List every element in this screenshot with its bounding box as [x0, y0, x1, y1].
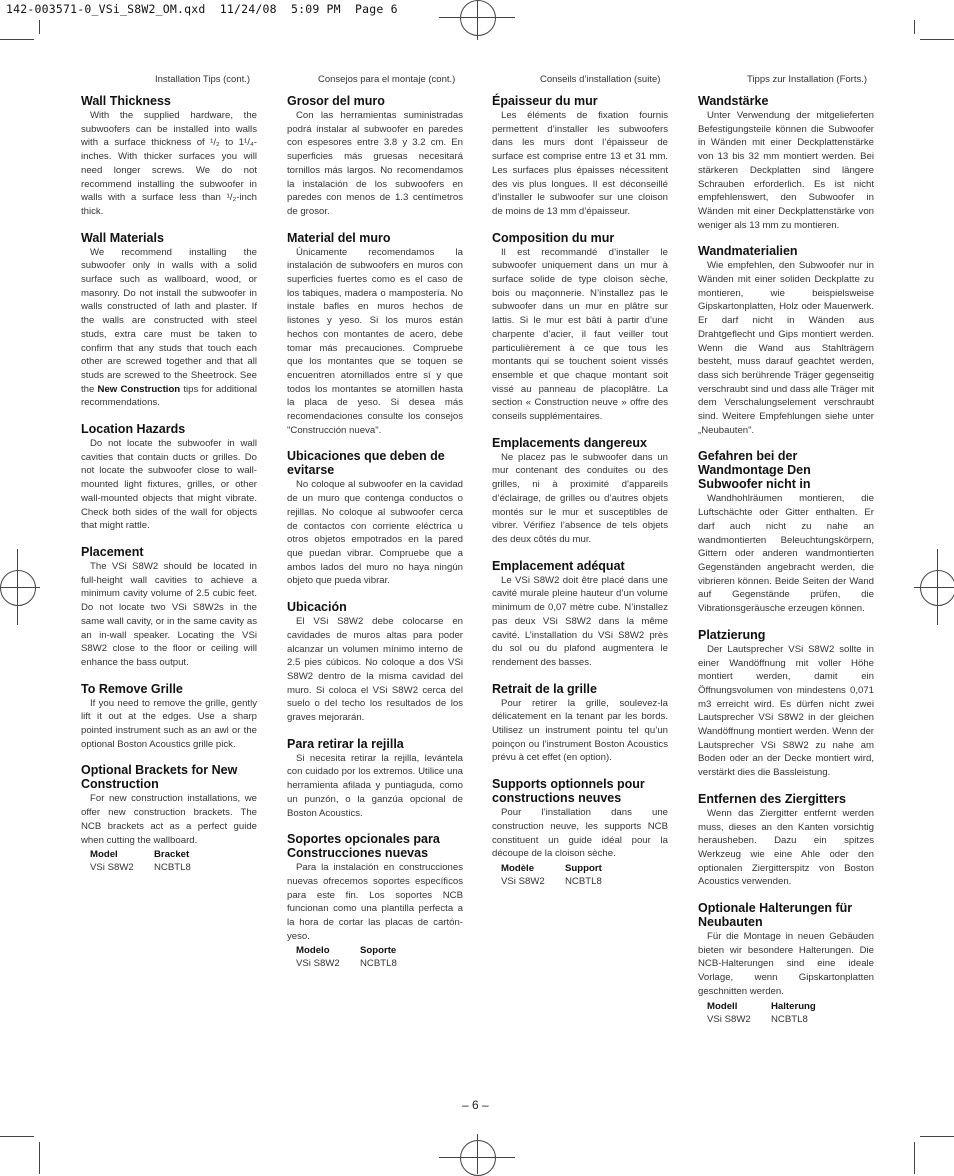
section-title: Emplacements dangereux [492, 435, 647, 450]
section-text: Con las herramientas suministradas podrá instalar al subwoofer en paredes con espesores entre 3.8 y 3.2 cm. En superficies más gruesas necesitará tornillos más largos. No recomendamos la instalación de los subwoofers en paredes con menos de 1.3 centímetros de grosor. [287, 110, 463, 217]
table-cell-model: VSi S8W2 [501, 875, 545, 887]
crop-mark-bottom-right [920, 1136, 954, 1137]
section-title: Wandstärke [698, 94, 769, 108]
section-ubicacion [287, 600, 463, 725]
section-title: Ubicaciones que deben de evitarse [287, 449, 445, 478]
section-soportes-opcionales [287, 832, 463, 970]
crop-mark-top-left [0, 39, 34, 40]
section-title: Location Hazards [81, 422, 186, 437]
section-title: Épaisseur du mur [492, 94, 598, 108]
section-optionale-halterungen [698, 901, 874, 1026]
section-title: Ubicación [287, 600, 347, 615]
section-entfernen-ziergitter [698, 792, 874, 889]
section-text: El VSi S8W2 debe colocarse en cavidades de muros altas para poder alcanzar un volumen mínimo interno de 2.5 pies cúbicos. No coloque a dos VSi S8W2 dentro de la misma cavidad del muro. Si coloca el VSi S8W2 cerca del suelo o del techo los resultados de los graves mejorarán. [287, 616, 463, 724]
section-text: Wie empfehlen, den Subwoofer nur in Wänden mit einer soliden Deckplatte zu montieren, wie beispielsweise Gipskartonplatten, Holz oder Mauerwerk. Er darf nicht in Wänden aus Drahtgeflecht und Gips montiert werden. Wenn die Wand aus Stahlträgern besteht, muss darauf geachtet werden, dass sich berührende Träger gegenseitig verschraubt sind und dass alle Träger mit dem Verschalungselement verschraubt sind. Weitere Empfehlungen siehe unter „Neubauten". [698, 260, 874, 436]
table-cell-bracket: NCBTL8 [565, 875, 602, 887]
table-header-model: Modelo [296, 945, 330, 957]
section-title: Optional Brackets for New Construction [81, 763, 238, 792]
table-cell-bracket: NCBTL8 [154, 862, 191, 874]
section-title: Composition du mur [492, 230, 615, 245]
section-text: Do not locate the subwoofer in wall cavities that contain ducts or grilles. Do not locate the subwoofer close to wall-mounted light fixtures, grilles, or other wall-mounted objects that might vibrate. Check both sides of the wall for objects that might rattle. [81, 438, 257, 532]
running-head-es: Consejos para el montaje (cont.) [318, 74, 456, 85]
section-grosor-muro [287, 94, 463, 219]
column-spanish [287, 94, 463, 982]
section-title: Para retirar la rejilla [287, 736, 404, 751]
section-text: Únicamente recomendamos la instalación de subwoofers en muros con superficies fuertes como es el caso de los tabiques, madera o mampostería. No instale bafles en muros hechos de listones y yeso. Si los muros están hechos con montantes de acero, debe tomar más precauciones. Compruebe que los montantes que se toquen se encuentren atornillados entre sí y que todos los montantes se atornillen hasta la placa de yeso. Si desea más recomendaciones consulte los consejos "Construcción nueva". [287, 246, 463, 436]
section-placement [81, 545, 257, 670]
table-cell-bracket: NCBTL8 [360, 958, 397, 970]
section-retirar-rejilla [287, 737, 463, 821]
table-cell-bracket: NCBTL8 [771, 1013, 808, 1025]
section-text: Wenn das Ziergitter entfernt werden muss, dieses an den Kanten vorsichtig herausheben. Dazu ein spitzes Werkzeug wie eine Ahle oder den optionalen Ziergitterspitz von Boston Acoustics verwenden. [698, 807, 874, 888]
table-header-bracket: Bracket [154, 849, 190, 861]
table-header-bracket: Soporte [360, 945, 397, 957]
crop-mark-bottom-left-v [39, 1142, 40, 1174]
section-title: Grosor del muro [287, 94, 385, 108]
page-number: – 6 – [462, 1098, 489, 1112]
section-text: We recommend installing the subwoofer only in walls with a solid surface such as wallboard, wood, or masonry. Do not install the subwoofer in walls constructed of lath and plaster. If the walls are constructed with steel studs, extra care must be taken to confirm that any studs that touch each other are screwed together and that all studs are screwed to the Sheetrock. See the New Construction tips for additional recommendations. [81, 246, 257, 409]
crop-mark-top-left-v [39, 20, 40, 34]
section-title: Material del muro [287, 230, 391, 245]
section-title: Retrait de la grille [492, 681, 597, 696]
table-cell-model: VSi S8W2 [707, 1013, 751, 1025]
section-material-muro [287, 231, 463, 438]
running-head-de: Tipps zur Installation (Forts.) [747, 74, 868, 85]
table-cell-model: VSi S8W2 [90, 862, 134, 874]
section-title: Emplacement adéquat [492, 558, 625, 573]
section-text: If you need to remove the grille, gently lift it out at the edges. Use a sharp pointed instrument such as an awl or the optional Boston Acoustics grille pick. [81, 697, 257, 750]
table-cell-model: VSi S8W2 [296, 958, 340, 970]
crop-mark-bottom-left [0, 1136, 34, 1137]
section-text: Si necesita retirar la rejilla, levántela con cuidado por los extremos. Utilice una herramienta afilada y puntiaguda, como un punzón, o la ganzúa opcional de Boston Acoustics. [287, 752, 463, 819]
section-title: Wandmaterialien [698, 244, 798, 259]
section-wandmaterialien [698, 244, 874, 437]
section-remove-grille [81, 682, 257, 752]
section-gefahren-wandmontage [698, 449, 874, 615]
file-slug: 142-003571-0_VSi_S8W2_OM.qxd 11/24/08 5:09 PM Page 6 [6, 2, 398, 16]
section-title: Entfernen des Ziergitters [698, 791, 846, 806]
section-text: Le VSi S8W2 doit être placé dans une cavité murale pleine hauteur d’un volume minimum de 0,07 mètre cube. N’installez pas deux VSi S8W2 dans la même cavité. L’installation du VSi S8W2 près du sol ou du plafond augmentera le rendement des basses. [492, 574, 668, 668]
section-location-hazards [81, 422, 257, 533]
column-english [81, 94, 257, 886]
section-text: Unter Verwendung der mitgelieferten Befestigungsteile können die Subwoofer in Wänden mit einer Deckplattenstärke von 13 bis 32 mm montiert werden. Bei stärkeren Deckplatten sind längere Schrauben erforderlich. Es ist nicht empfehlenswert, den Subwoofer in Wänden mit einer Deckplattenstärke von weniger als 13 mm zu montieren. [698, 110, 874, 231]
bracket-table [492, 862, 668, 888]
section-emplacement-adequat [492, 559, 668, 670]
table-header-model: Modèle [501, 862, 535, 874]
new-construction-reference: New Construction [97, 383, 181, 395]
section-title: Gefahren bei der Wandmontage Den Subwoofer nicht in [698, 449, 811, 492]
table-header-model: Modell [707, 1000, 738, 1012]
section-emplacements-dangereux [492, 436, 668, 547]
section-title: Soportes opcionales para Construcciones nuevas [287, 832, 440, 861]
section-text: Les éléments de fixation fournis permettent d’installer les subwoofers dans les murs dont l’épaisseur de surface est comprise entre 13 et 31 mm. Les surfaces plus épaisses nécessitent des vis plus longues. Il est déconseillé d’installer le subwoofer sur une cloison de moins de 13 mm d’épaisseur. [492, 110, 668, 217]
crop-mark-top-right [920, 39, 954, 40]
section-title: Wall Thickness [81, 94, 171, 108]
section-text: Für die Montage in neuen Gebäuden bieten wir besondere Halterungen. Die NCB-Halterungen sind eine ideale Vorlage, wenn Gipskartonplatten geschnitten werden. [698, 931, 874, 997]
section-wall-thickness [81, 94, 257, 219]
table-header-bracket: Halterung [771, 1000, 816, 1012]
section-title: Wall Materials [81, 230, 164, 245]
section-wall-materials [81, 231, 257, 410]
section-text: Para la instalación en construcciones nuevas ofrecemos soportes específicos para este fin. Los soportes NCB funcionan como una plantilla perfecta a la hora de cortar las placas de cartón-yeso. [287, 862, 463, 942]
section-ubicaciones-evitarse [287, 449, 463, 588]
section-text: Pour l’installation dans une construction neuve, les supports NCB constituent un guide idéal pour la découpe de la cloison sèche. [492, 807, 668, 860]
section-epaisseur-mur [492, 94, 668, 219]
section-text: Der Lautsprecher VSi S8W2 sollte in einer Wandöffnung mit voller Höhe montiert werden, damit ein Öffnungsvolumen von mindestens 0,071 m3 erreicht wird. Es dürfen nicht zwei Lautsprecher VSi S8W2 in der gleichen Wandöffnung montiert werden. Wenn der Lautsprecher VSi S8W2 zu nahe am Boden oder an der Decke montiert wird, verstärkt dies die Bassleistung. [698, 643, 874, 779]
section-text: For new construction installations, we offer new construction brackets. The NCB brackets act as a perfect guide when cutting the wallboard. [81, 793, 257, 846]
bracket-table [698, 1000, 874, 1026]
section-text: Il est recommandé d’installer le subwoofer uniquement dans un mur à surface solide de type cloison sèche, bois ou maçonnerie. N’installez pas le subwoofer dans un mur en plâtre sur lattis. Si le mur est bâti à partir d’une charpente d’acier, il faut veiller tout particulièrement à ce que tous les montants qui se touchent soient vissés ensemble et que chaque montant soit vissé au panneau de placoplâtre. La section « Construction neuve » offre des conseils supplémentaires. [492, 246, 668, 423]
section-text: With the supplied hardware, the subwoofers can be installed into walls with a surface thickness of ¹/₂ to 1¹/₄-inches. With thicker surfaces you will need longer screws. We do not recommend installing the subwoofer in walls with a surface less than ¹/₂-inch thick. [81, 110, 257, 217]
section-text: The VSi S8W2 should be located in full-height wall cavities to achieve a minimum cavity volume of 2.5 cubic feet. Do not locate two VSi S8W2s in the same wall cavity, or in the same cavity as an in-wall speaker. Locating the VSi S8W2 close to the floor or ceiling will enhance the bass output. [81, 560, 257, 668]
section-title: Supports optionnels pour constructions neuves [492, 777, 645, 806]
section-text: Wandhohlräumen montieren, die Luftschächte oder Gitter enthalten. Er darf auch nicht zu nahe an wandmontierten Beleuchtungskörpern, Gittern oder anderen wandmontierten Gegenständen angebracht werden, die vibrieren können. Beide Seiten der Wand auf Gegenstände prüfen, die Vibrationsgeräusche erzeugen können. [698, 493, 874, 615]
running-head-fr: Conseils d’installation (suite) [540, 74, 661, 85]
section-supports-optionnels [492, 777, 668, 888]
column-german [698, 94, 874, 1038]
section-composition-mur [492, 231, 668, 424]
crop-mark-top-right-v [914, 20, 915, 34]
section-title: Optionale Halterungen für Neubauten [698, 901, 853, 930]
section-text: No coloque al subwoofer en la cavidad de un muro que contenga conductos o rejillas. No coloque al subwoofer cerca de contactos con corriente eléctrica u otros objetos empotrados en la pared que puedan vibrar. Compruebe que a ambos lados del muro no haya ningún objeto que pueda vibrar. [287, 479, 463, 587]
section-retrait-grille [492, 682, 668, 766]
bracket-table [287, 944, 463, 970]
table-header-bracket: Support [565, 862, 602, 874]
crop-mark-bottom-right-v [914, 1142, 915, 1174]
section-text: Pour retirer la grille, soulevez-la délicatement en la tenant par les bords. Utilisez un instrument pointu tel qu’un poinçon ou l’instrument Boston Acoustics prévu à cet effet (en option). [492, 697, 668, 764]
running-head-en: Installation Tips (cont.) [155, 74, 251, 85]
section-platzierung [698, 628, 874, 780]
table-header-model: Model [90, 849, 118, 861]
column-french [492, 94, 668, 900]
section-title: Platzierung [698, 627, 766, 642]
section-wandstaerke [698, 94, 874, 232]
section-text: Ne placez pas le subwoofer dans un mur contenant des conduites ou des grilles, ni à proximité d’appareils d’éclairage, de grilles ou d’autres objets montés sur le mur et susceptibles de vibrer. Vérifiez l’absence de tels objets des deux côtés du mur. [492, 451, 668, 545]
section-title: To Remove Grille [81, 681, 183, 696]
bracket-table [81, 848, 257, 874]
section-optional-brackets [81, 763, 257, 874]
section-title: Placement [81, 544, 144, 559]
